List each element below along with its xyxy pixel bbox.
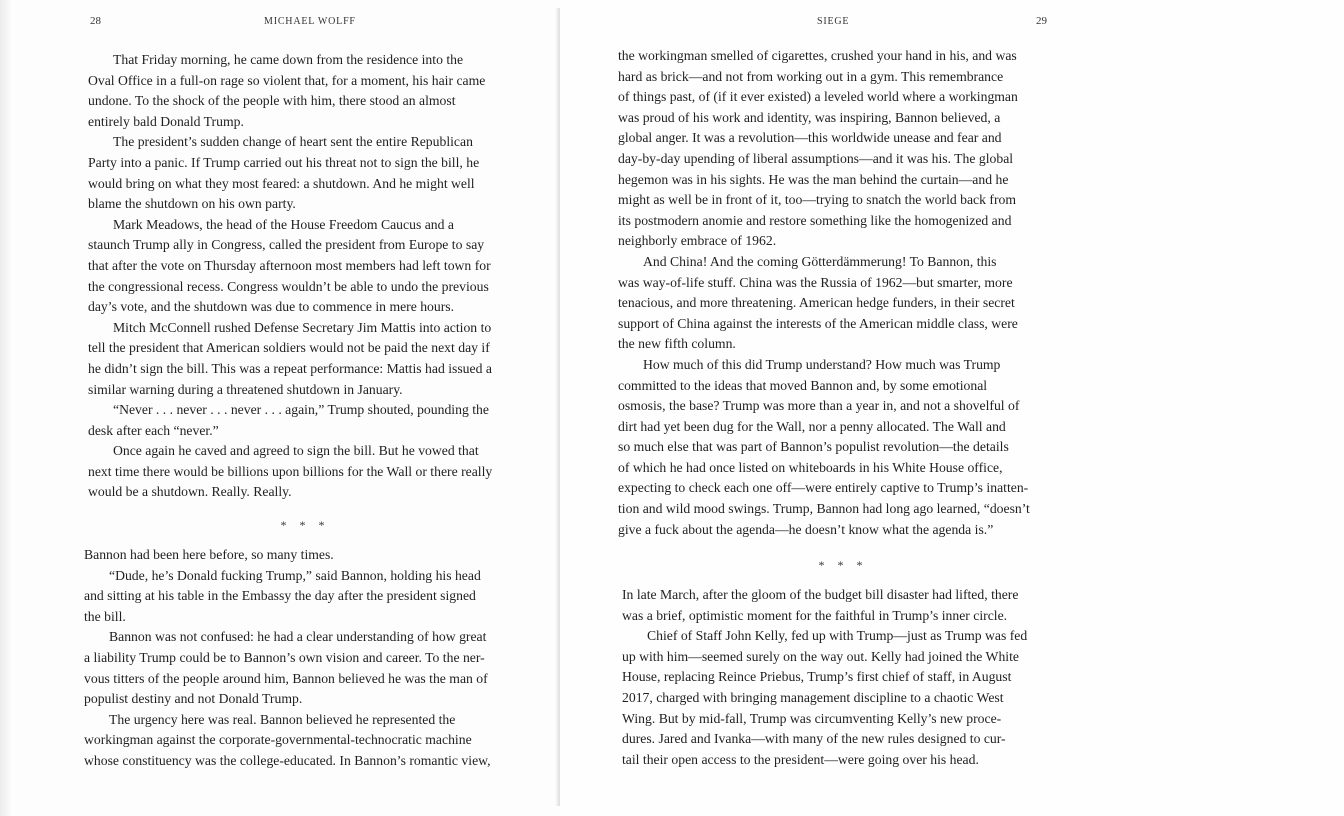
text-line: dirt had yet been dug for the Wall, nor a penny allocated. The Wall and	[618, 418, 1006, 434]
text-line: entirely bald Donald Trump.	[88, 113, 244, 129]
text-line: Oval Office in a full-on rage so violent that, for a moment, his hair came	[88, 72, 486, 88]
text-line: Mitch McConnell rushed Defense Secretary Jim Mattis into action to	[113, 319, 492, 335]
text-line: neighborly embrace of 1962.	[618, 233, 777, 249]
text-line: might as well be in front of it, too—trying to snatch the world back from	[618, 192, 1017, 208]
text-line: a liability Trump could be to Bannon’s own vision and career. To the ner-	[84, 649, 485, 665]
text-line: similar warning during a threatened shutdown in January.	[88, 381, 403, 397]
section-break-right: * * *	[818, 558, 868, 572]
text-line: tion and wild mood swings. Trump, Bannon had long ago learned, “doesn’t	[618, 501, 1030, 517]
right-running-head: SIEGE	[817, 16, 850, 27]
text-line: and sitting at his table in the Embassy the day after the president signed	[84, 588, 476, 604]
left-page	[0, 0, 560, 816]
text-line: workingman against the corporate-governmental-technocratic machine	[84, 732, 472, 748]
text-line: of things past, of (if it ever existed) a leveled world where a workingman	[618, 89, 1018, 105]
right-page-number: 29	[1036, 15, 1047, 27]
text-line: Wing. But by mid-fall, Trump was circumventing Kelly’s new proce-	[622, 710, 1002, 726]
section-break-left: * * *	[280, 518, 330, 532]
text-line: In late March, after the gloom of the budget bill disaster had lifted, there	[622, 587, 1019, 602]
text-line: tell the president that American soldiers would not be paid the next day if	[88, 340, 490, 356]
text-line: was way-of-life stuff. China was the Russia of 1962—but smarter, more	[618, 274, 1013, 290]
text-line: That Friday morning, he came down from the residence into the	[113, 52, 464, 67]
text-line: next time there would be billions upon billions for the Wall or there really	[88, 463, 493, 479]
text-line: give a fuck about the agenda—he doesn’t know what the agenda is.”	[618, 521, 994, 537]
text-line: would bring on what they most feared: a shutdown. And he might well	[88, 175, 475, 191]
left-body-top	[88, 50, 528, 503]
text-line: would be a shutdown. Really. Really.	[88, 484, 292, 500]
right-page	[560, 0, 1344, 816]
text-line: The urgency here was real. Bannon believed he represented the	[109, 711, 456, 727]
text-line: populist destiny and not Donald Trump.	[84, 691, 303, 707]
text-line: desk after each “never.”	[88, 422, 219, 438]
text-line: 2017, charged with bringing management discipline to a chaotic West	[622, 689, 1004, 705]
text-line: Mark Meadows, the head of the House Freedom Caucus and a	[113, 216, 454, 232]
text-line: global anger. It was a revolution—this worldwide unease and fear and	[618, 130, 1002, 146]
text-line: staunch Trump ally in Congress, called the president from Europe to say	[88, 237, 485, 253]
text-line: the workingman smelled of cigarettes, crushed your hand in his, and was	[618, 48, 1017, 63]
text-line: that after the vote on Thursday afternoon most members had left town for	[88, 257, 491, 273]
text-line: he didn’t sign the bill. This was a repeat performance: Mattis had issued a	[88, 360, 492, 376]
text-line: Once again he caved and agreed to sign the bill. But he vowed that	[113, 443, 479, 459]
text-line: support of China against the interests of the American middle class, were	[618, 315, 1018, 331]
text-line: undone. To the shock of the people with him, there stood an almost	[88, 93, 456, 109]
text-line: of which he had once listed on whiteboards in his White House office,	[618, 459, 1003, 475]
text-line: Chief of Staff John Kelly, fed up with Trump—just as Trump was fed	[647, 628, 1028, 644]
right-body-top	[618, 46, 1344, 540]
text-line: How much of this did Trump understand? How much was Trump	[643, 356, 1001, 372]
text-line: its postmodern anomie and restore something like the homogenized and	[618, 212, 1012, 228]
text-line: expecting to check each one off—were entirely captive to Trump’s inatten-	[618, 480, 1029, 496]
text-line: day’s vote, and the shutdown was due to commence in mere hours.	[88, 299, 455, 315]
text-line: “Never . . . never . . . never . . . again,” Trump shouted, pounding the	[113, 402, 489, 418]
text-line: up with him—seemed surely on the way out. Kelly had joined the White	[622, 648, 1019, 664]
text-line: House, replacing Reince Priebus, Trump’s first chief of staff, in August	[622, 669, 1012, 685]
left-page-number: 28	[90, 15, 101, 27]
text-line: blame the shutdown on his own party.	[88, 196, 296, 212]
text-line: the congressional recess. Congress wouldn’t be able to undo the previous	[88, 278, 489, 294]
text-line: hard as brick—and not from working out in a gym. This remembrance	[618, 68, 1004, 84]
page-edge-shadow	[0, 0, 14, 816]
text-line: tenacious, and more threatening. American hedge funders, in their secret	[618, 295, 1015, 311]
text-line: hegemon was in his sights. He was the man behind the curtain—and he	[618, 171, 1009, 187]
left-body-bottom	[84, 545, 524, 772]
text-line: The president’s sudden change of heart sent the entire Republican	[113, 134, 473, 150]
text-line: was proud of his work and identity, was inspiring, Bannon believed, a	[618, 109, 1001, 125]
text-line: And China! And the coming Götterdämmerung! To Bannon, this	[643, 253, 997, 269]
right-body-bottom	[622, 585, 1344, 770]
text-line: whose constituency was the college-educated. In Bannon’s romantic view,	[84, 752, 491, 768]
text-line: “Dude, he’s Donald fucking Trump,” said Bannon, holding his head	[109, 567, 481, 583]
text-line: committed to the ideas that moved Bannon and, by some emotional	[618, 377, 988, 393]
text-line: vous titters of the people around him, Bannon believed he was the man of	[84, 670, 488, 686]
text-line: the bill.	[84, 608, 126, 624]
text-line: tail their open access to the president—were going over his head.	[622, 751, 979, 767]
text-line: day-by-day upending of liberal assumptions—and it was his. The global	[618, 150, 1014, 166]
text-line: so much else that was part of Bannon’s populist revolution—the details	[618, 439, 1009, 455]
text-line: the new fifth column.	[618, 336, 736, 352]
left-running-head: MICHAEL WOLFF	[264, 16, 356, 27]
text-line: Bannon had been here before, so many times.	[84, 547, 334, 562]
text-line: Bannon was not confused: he had a clear understanding of how great	[109, 629, 487, 645]
text-line: osmosis, the base? Trump was more than a year in, and not a shovelful of	[618, 398, 1020, 414]
text-line: was a brief, optimistic moment for the faithful in Trump’s inner circle.	[622, 607, 1008, 623]
text-line: Party into a panic. If Trump carried out his threat not to sign the bill, he	[88, 154, 480, 170]
text-line: dures. Jared and Ivanka—with many of the new rules designed to cur-	[622, 731, 1006, 747]
